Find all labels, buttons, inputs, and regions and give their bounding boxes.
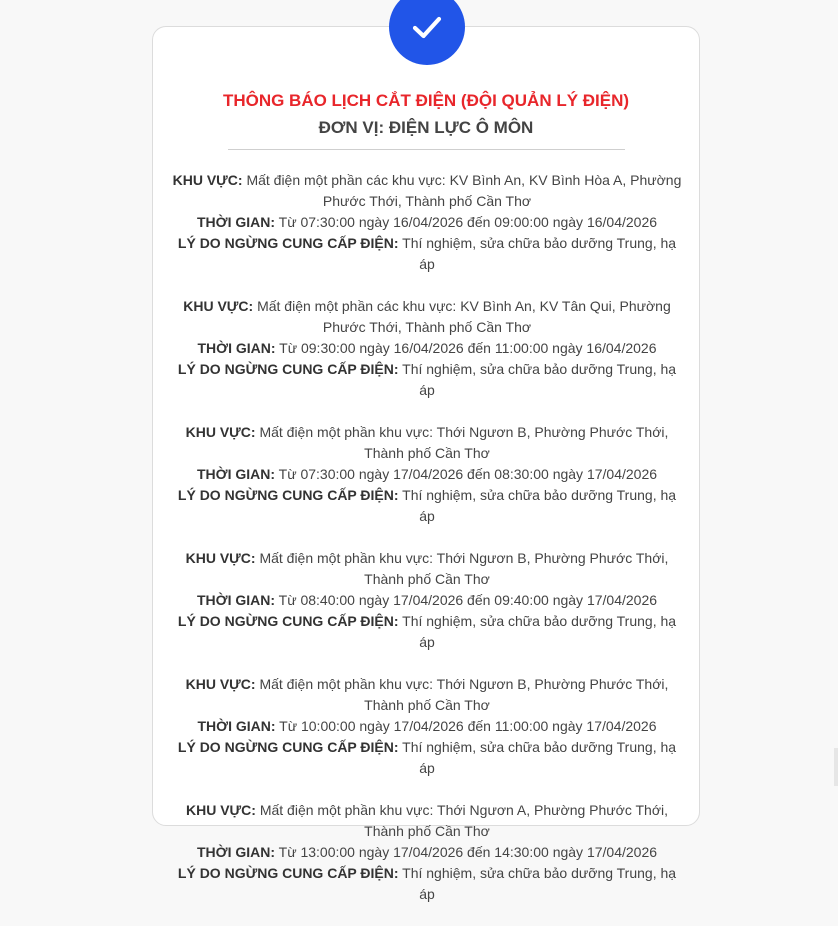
time-label: THỜI GIAN: (196, 844, 276, 860)
outage-notice-list (172, 170, 682, 926)
reason-value: Thí nghiệm, sửa chữa bảo dưỡng Trung, hạ áp (402, 361, 677, 398)
reason-value: Thí nghiệm, sửa chữa bảo dưỡng Trung, hạ áp (402, 235, 677, 272)
unit-subtitle: ĐƠN VỊ: ĐIỆN LỰC Ô MÔN (318, 118, 534, 137)
outage-notice (172, 800, 682, 905)
outage-notice (172, 296, 682, 401)
notice-area (172, 422, 682, 464)
reason-label: LÝ DO NGỪNG CUNG CẤP ĐIỆN: (177, 865, 399, 881)
outage-notice (172, 548, 682, 653)
notice-reason (172, 485, 682, 527)
notice-area (172, 548, 682, 590)
time-value: Từ 10:00:00 ngày 17/04/2026 đến 11:00:00 ngày 17/04/2026 (279, 718, 657, 734)
area-value: Mất điện một phần khu vực: Thới Ngươn A, Phường Phước Thới, Thành phố Cần Thơ (259, 802, 668, 839)
notice-reason (172, 737, 682, 779)
reason-label: LÝ DO NGỪNG CUNG CẤP ĐIỆN: (177, 487, 399, 503)
time-label: THỜI GIAN: (197, 340, 276, 356)
area-value: Mất điện một phần khu vực: Thới Ngươn B, Phường Phước Thới, Thành phố Cần Thơ (259, 676, 669, 713)
time-value: Từ 08:40:00 ngày 17/04/2026 đến 09:40:00 ngày 17/04/2026 (278, 592, 658, 608)
area-label: KHU VỰC: (185, 424, 256, 440)
time-label: THỜI GIAN: (196, 214, 276, 230)
notice-time (172, 464, 682, 485)
reason-value: Thí nghiệm, sửa chữa bảo dưỡng Trung, hạ áp (402, 865, 677, 902)
time-value: Từ 09:30:00 ngày 16/04/2026 đến 11:00:00 ngày 16/04/2026 (279, 340, 657, 356)
reason-label: LÝ DO NGỪNG CUNG CẤP ĐIỆN: (177, 739, 399, 755)
area-value: Mất điện một phần khu vực: Thới Ngươn B, Phường Phước Thới, Thành phố Cần Thơ (259, 424, 669, 461)
area-value: Mất điện một phần các khu vực: KV Bình An, KV Tân Qui, Phường Phước Thới, Thành phố Cần Thơ (257, 298, 671, 335)
time-label: THỜI GIAN: (196, 466, 276, 482)
scrollbar-thumb[interactable] (834, 748, 838, 786)
outage-notice (172, 674, 682, 779)
notice-time (172, 338, 682, 359)
reason-label: LÝ DO NGỪNG CUNG CẤP ĐIỆN: (177, 361, 399, 377)
area-label: KHU VỰC: (185, 676, 256, 692)
notice-reason (172, 233, 682, 275)
area-value: Mất điện một phần khu vực: Thới Ngươn B, Phường Phước Thới, Thành phố Cần Thơ (259, 550, 669, 587)
outage-notice (172, 170, 682, 275)
notice-area (172, 674, 682, 716)
reason-label: LÝ DO NGỪNG CUNG CẤP ĐIỆN: (177, 235, 399, 251)
time-label: THỜI GIAN: (197, 718, 276, 734)
time-value: Từ 07:30:00 ngày 16/04/2026 đến 09:00:00 ngày 16/04/2026 (278, 214, 658, 230)
page-title: THÔNG BÁO LỊCH CẮT ĐIỆN (ĐỘI QUẢN LÝ ĐIỆN) (222, 91, 630, 110)
divider (228, 149, 625, 150)
area-label: KHU VỰC: (185, 802, 256, 818)
notice-time (172, 212, 682, 233)
notice-time (172, 842, 682, 863)
notice-area (172, 170, 682, 212)
notice-time (172, 590, 682, 611)
reason-value: Thí nghiệm, sửa chữa bảo dưỡng Trung, hạ áp (402, 739, 677, 776)
time-value: Từ 07:30:00 ngày 17/04/2026 đến 08:30:00 ngày 17/04/2026 (278, 466, 658, 482)
check-icon (410, 10, 444, 44)
reason-value: Thí nghiệm, sửa chữa bảo dưỡng Trung, hạ áp (402, 613, 677, 650)
time-label: THỜI GIAN: (196, 592, 276, 608)
outage-notice (172, 422, 682, 527)
reason-label: LÝ DO NGỪNG CUNG CẤP ĐIỆN: (177, 613, 399, 629)
area-value: Mất điện một phần các khu vực: KV Bình An, KV Bình Hòa A, Phường Phước Thới, Thành phố Cần Thơ (246, 172, 682, 209)
notice-reason (172, 359, 682, 401)
area-label: KHU VỰC: (185, 550, 256, 566)
notice-time (172, 716, 682, 737)
notice-area (172, 800, 682, 842)
time-value: Từ 13:00:00 ngày 17/04/2026 đến 14:30:00 ngày 17/04/2026 (278, 844, 658, 860)
notice-reason (172, 863, 682, 905)
notice-area (172, 296, 682, 338)
notice-reason (172, 611, 682, 653)
reason-value: Thí nghiệm, sửa chữa bảo dưỡng Trung, hạ áp (402, 487, 677, 524)
area-label: KHU VỰC: (183, 298, 254, 314)
area-label: KHU VỰC: (172, 172, 243, 188)
